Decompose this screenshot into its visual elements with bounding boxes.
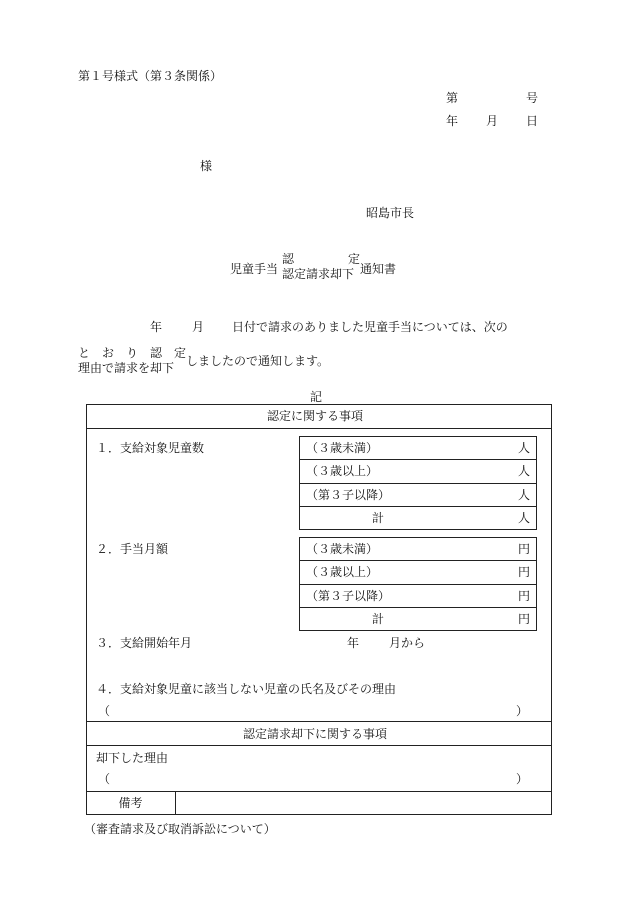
amount-total-label: 計 — [372, 612, 385, 626]
title-prefix: 児童手当 — [230, 262, 279, 276]
child-count-row-unit: 人 — [518, 441, 531, 455]
date-day: 日 — [526, 114, 539, 128]
remarks-label: 備考 — [118, 796, 143, 810]
body-year: 年 — [150, 320, 163, 334]
issuer-mayor: 昭島市長 — [366, 206, 415, 220]
body-line2-lower: 理由で請求を却下 — [78, 361, 175, 375]
amount-row-label: （３歳以上） — [306, 565, 379, 579]
item3-month: 月から — [389, 636, 426, 650]
ki-label: 記 — [310, 390, 323, 404]
title-lower: 認定請求却下 — [282, 267, 355, 281]
amount-row-label: （３歳未満） — [306, 542, 379, 556]
child-count-row-unit: 人 — [518, 464, 531, 478]
addressee-sama: 様 — [200, 159, 213, 173]
amount-row-unit: 円 — [518, 542, 531, 556]
doc-number-prefix: 第 — [446, 91, 459, 105]
body-line2-upper: と お り 認 定 — [78, 346, 187, 360]
title-suffix: 通知書 — [360, 262, 397, 276]
item3-label: ３．支給開始年月 — [96, 636, 193, 650]
footer-note: （審査請求及び取消訴訟について） — [84, 822, 276, 836]
title-upper-right: 定 — [348, 252, 361, 266]
body-line2-text: しましたので通知します。 — [186, 354, 330, 368]
body-month: 月 — [192, 320, 205, 334]
doc-number-suffix: 号 — [526, 91, 539, 105]
item4-paren-close: ） — [516, 704, 529, 718]
rejection-paren-close: ） — [516, 772, 529, 786]
rejection-reason-label: 却下した理由 — [96, 751, 169, 765]
amount-row-unit: 円 — [518, 612, 531, 626]
child-count-row-label: （３歳未満） — [306, 441, 379, 455]
child-count-row-label: （第３子以降） — [306, 488, 391, 502]
item3-year: 年 — [347, 636, 360, 650]
item4-paren-open: （ — [98, 704, 111, 718]
body-line1: 日付で請求のありました児童手当については、次の — [232, 320, 508, 334]
child-count-row-label: （３歳以上） — [306, 464, 379, 478]
amount-row-unit: 円 — [518, 589, 531, 603]
amount-row-label: （第３子以降） — [306, 589, 391, 603]
item1-label: １．支給対象児童数 — [96, 441, 205, 455]
item2-label: ２．手当月額 — [96, 542, 169, 556]
child-count-total-label: 計 — [372, 511, 385, 525]
rejection-paren-open: （ — [98, 772, 111, 786]
date-month: 月 — [486, 114, 499, 128]
item4-label: ４．支給対象児童に該当しない児童の氏名及びその理由 — [96, 682, 397, 696]
title-upper-left: 認 — [282, 252, 295, 266]
amount-row-unit: 円 — [518, 565, 531, 579]
section-rejection-heading: 認定請求却下に関する事項 — [242, 727, 387, 741]
form-number: 第１号様式（第３条関係） — [78, 69, 223, 83]
section-approval-heading: 認定に関する事項 — [266, 409, 363, 423]
child-count-row-unit: 人 — [518, 488, 531, 502]
child-count-row-unit: 人 — [518, 511, 531, 525]
date-year: 年 — [446, 114, 459, 128]
